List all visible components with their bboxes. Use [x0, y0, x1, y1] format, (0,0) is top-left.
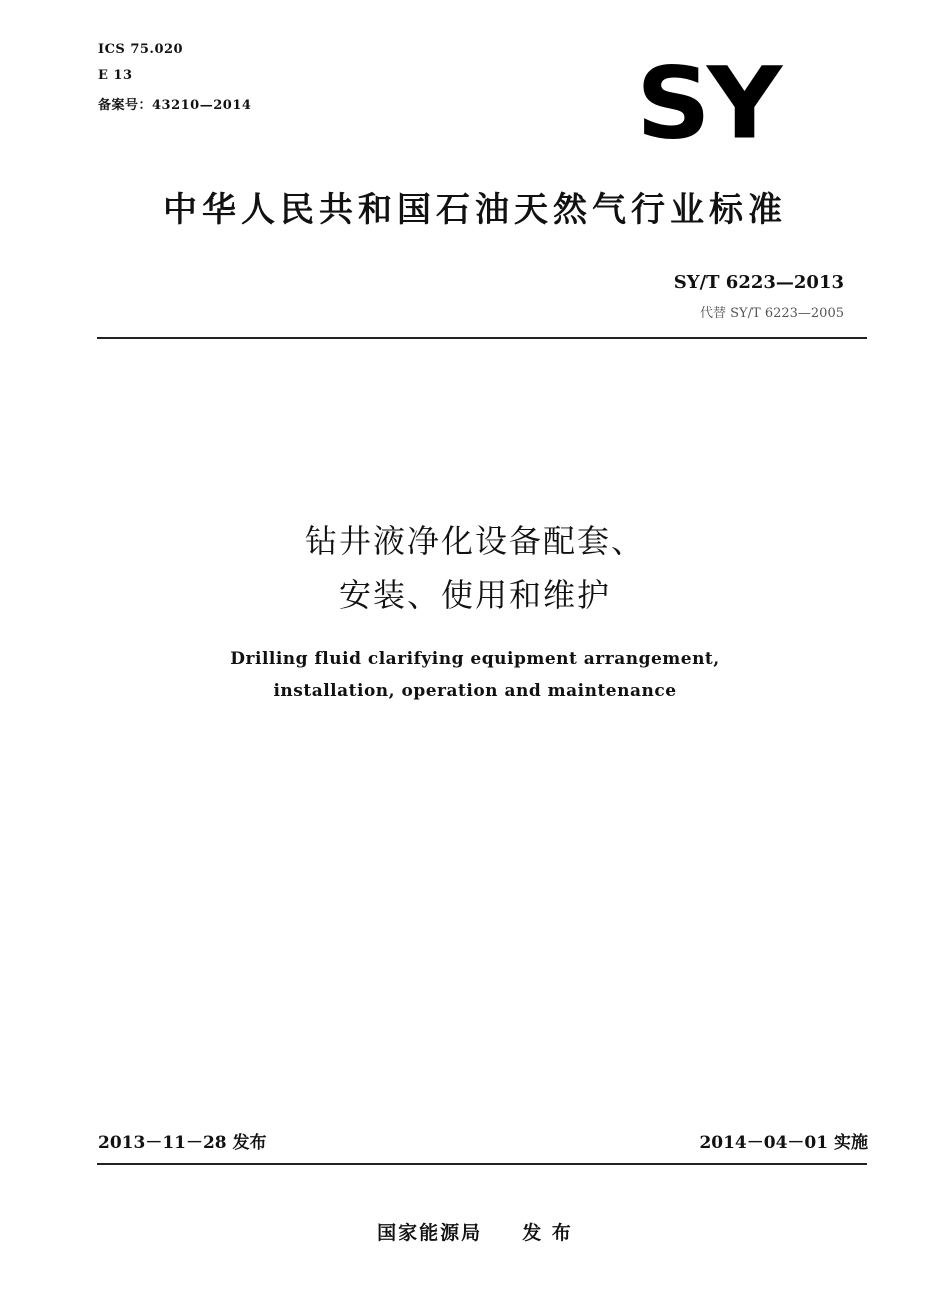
title-cn-line-2: 安装、使用和维护	[338, 576, 611, 614]
ccs-code: E 13	[98, 68, 133, 83]
title-en-line-1: Drilling fluid clarifying equipment arrangement,	[230, 649, 720, 669]
issue-word: 发 布	[522, 1222, 573, 1244]
implementation-date: 2014－04－01 实施	[699, 1133, 868, 1153]
bottom-divider	[97, 1163, 867, 1165]
top-divider	[97, 337, 867, 339]
title-en-line-2: installation, operation and maintenance	[273, 681, 677, 701]
standard-category-title: 中华人民共和国石油天然气行业标准	[163, 190, 787, 230]
record-number: 备案号：43210—2014	[98, 98, 252, 113]
ics-code: ICS 75.020	[98, 42, 184, 57]
replaces-standard: 代替 SY/T 6223—2005	[700, 306, 844, 321]
issuer-name: 国家能源局	[377, 1222, 483, 1244]
issue-date: 2013－11－28 发布	[98, 1133, 267, 1153]
sy-logo: SY	[636, 45, 779, 162]
issuer-line	[0, 1218, 950, 1245]
title-cn-line-1: 钻井液净化设备配套、	[304, 522, 645, 560]
standard-number: SY/T 6223—2013	[673, 272, 844, 293]
